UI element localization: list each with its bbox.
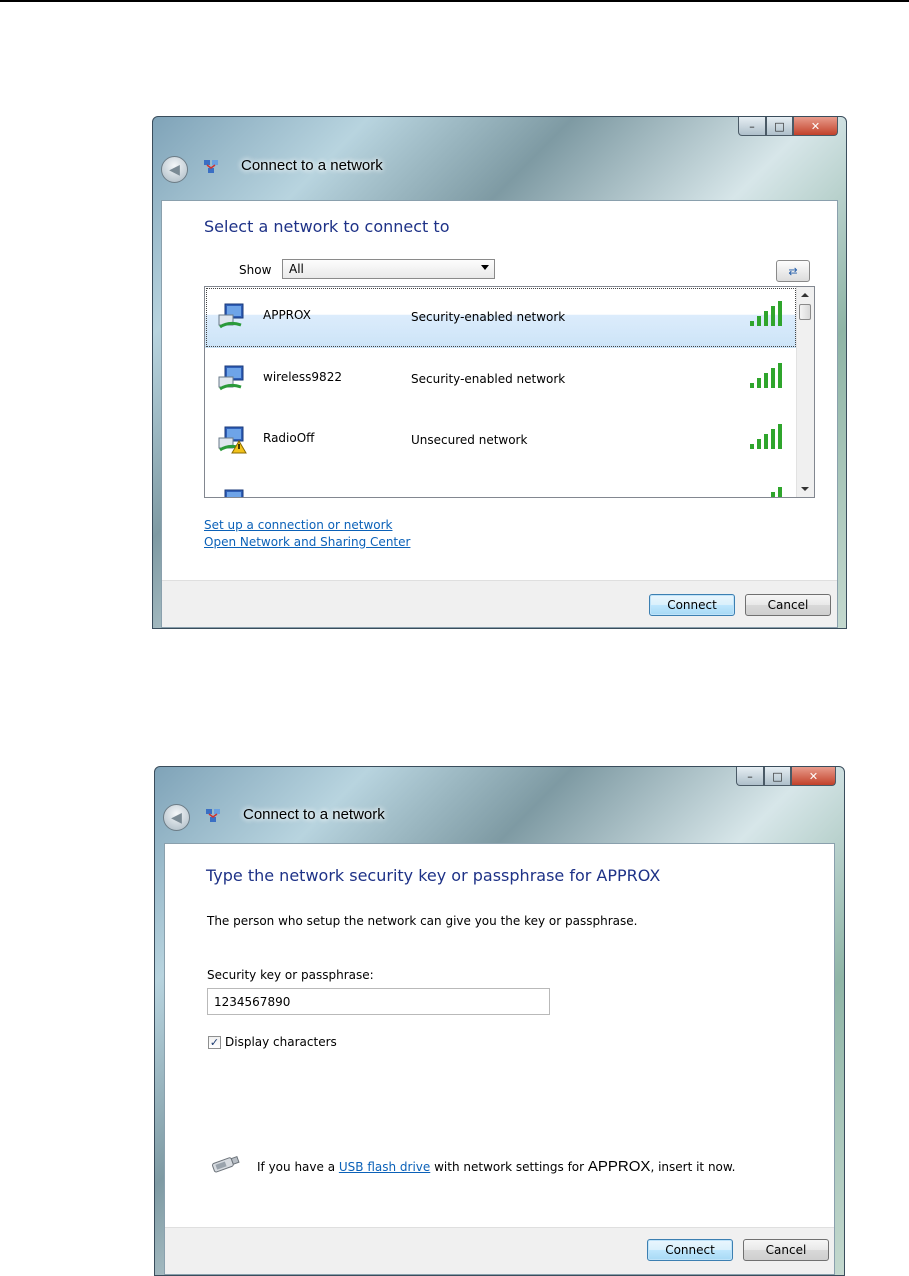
wireless-network-icon bbox=[217, 363, 247, 393]
close-button[interactable]: ✕ bbox=[791, 767, 836, 786]
scroll-up-icon[interactable] bbox=[801, 293, 809, 297]
minimize-button[interactable]: – bbox=[736, 767, 764, 786]
signal-strength-icon bbox=[749, 301, 783, 327]
back-button[interactable] bbox=[163, 804, 190, 831]
usb-drive-icon bbox=[207, 1154, 241, 1176]
dialog-body bbox=[164, 843, 835, 1275]
back-button[interactable] bbox=[161, 156, 188, 183]
dialog-footer bbox=[162, 580, 837, 627]
refresh-icon: ⇄ bbox=[788, 264, 798, 278]
passphrase-description: The person who setup the network can give you the key or passphrase. bbox=[207, 914, 638, 928]
usb-instruction bbox=[257, 1158, 735, 1175]
display-characters-label[interactable]: Display characters bbox=[225, 1035, 337, 1049]
connect-network-window-passphrase bbox=[154, 766, 845, 1276]
caption-buttons bbox=[738, 117, 838, 136]
page-heading: Select a network to connect to bbox=[204, 217, 450, 236]
refresh-button[interactable] bbox=[776, 260, 810, 282]
network-row[interactable] bbox=[205, 410, 797, 471]
unsecured-network-icon bbox=[217, 424, 247, 454]
show-filter-dropdown[interactable] bbox=[282, 259, 495, 279]
signal-strength-icon bbox=[749, 487, 783, 498]
back-arrow-icon: ◀ bbox=[171, 809, 182, 826]
network-name: APPROX bbox=[263, 308, 311, 322]
display-characters-checkbox[interactable] bbox=[208, 1036, 221, 1049]
wireless-network-icon bbox=[217, 487, 247, 498]
maximize-button[interactable]: □ bbox=[764, 767, 791, 786]
network-name: wireless9822 bbox=[263, 370, 342, 384]
network-icon bbox=[203, 159, 219, 175]
title-bar bbox=[153, 117, 846, 199]
network-row-partial[interactable] bbox=[205, 473, 797, 498]
title-bar bbox=[155, 767, 844, 849]
show-filter-value: All bbox=[289, 262, 304, 276]
network-security: Security-enabled network bbox=[411, 310, 566, 324]
connect-button[interactable]: Connect bbox=[647, 1239, 733, 1261]
network-security: Unsecured network bbox=[411, 433, 528, 447]
page-heading: Type the network security key or passphrase for APPROX bbox=[206, 866, 661, 885]
cancel-button[interactable]: Cancel bbox=[745, 594, 831, 616]
usb-suffix: , insert it now. bbox=[650, 1160, 736, 1174]
chevron-down-icon bbox=[481, 265, 489, 270]
caption-buttons bbox=[736, 767, 836, 786]
wireless-network-icon bbox=[217, 301, 247, 331]
usb-network-name: APPROX bbox=[587, 1158, 651, 1175]
setup-connection-link[interactable]: Set up a connection or network bbox=[204, 518, 393, 532]
cancel-button[interactable]: Cancel bbox=[743, 1239, 829, 1261]
scroll-down-icon[interactable] bbox=[801, 487, 809, 491]
network-row[interactable] bbox=[205, 287, 797, 348]
signal-strength-icon bbox=[749, 363, 783, 389]
maximize-button[interactable]: □ bbox=[766, 117, 793, 136]
window-title: Connect to a network bbox=[241, 157, 383, 174]
dialog-footer bbox=[165, 1227, 834, 1274]
network-list-scrollbar[interactable] bbox=[796, 287, 814, 497]
back-arrow-icon: ◀ bbox=[169, 161, 180, 178]
scroll-thumb[interactable] bbox=[799, 304, 811, 320]
network-security: Security-enabled network bbox=[411, 372, 566, 386]
security-key-label: Security key or passphrase: bbox=[207, 968, 374, 982]
network-row[interactable] bbox=[205, 349, 797, 410]
show-label: Show bbox=[239, 263, 272, 277]
usb-prefix: If you have a bbox=[257, 1160, 339, 1174]
network-name: RadioOff bbox=[263, 431, 315, 445]
usb-middle: with network settings for bbox=[430, 1160, 588, 1174]
security-key-input[interactable]: 1234567890 bbox=[207, 988, 550, 1015]
dialog-body bbox=[161, 200, 838, 628]
connect-network-window-select bbox=[152, 116, 847, 629]
network-sharing-center-link[interactable]: Open Network and Sharing Center bbox=[204, 535, 411, 549]
minimize-button[interactable]: – bbox=[738, 117, 766, 136]
usb-flash-drive-link[interactable]: USB flash drive bbox=[338, 1160, 431, 1174]
page-top-rule bbox=[0, 0, 909, 2]
window-title: Connect to a network bbox=[243, 806, 385, 823]
signal-strength-icon bbox=[749, 424, 783, 450]
connect-button[interactable]: Connect bbox=[649, 594, 735, 616]
network-list bbox=[204, 286, 815, 498]
checkmark-icon: ✓ bbox=[209, 1036, 220, 1049]
close-button[interactable]: ✕ bbox=[793, 117, 838, 136]
network-icon bbox=[205, 808, 221, 824]
